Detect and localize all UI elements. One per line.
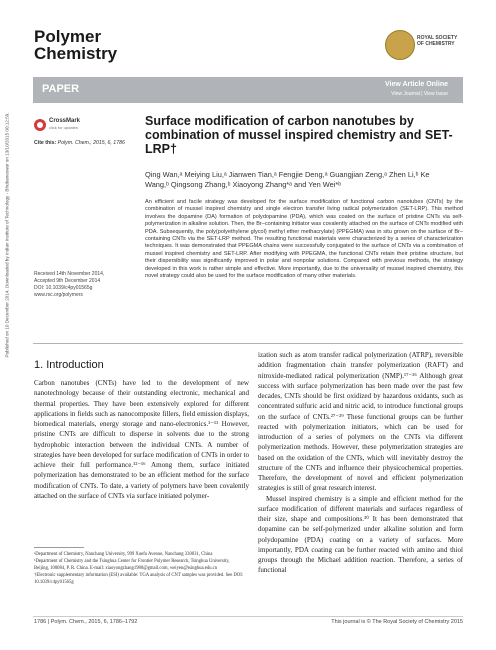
download-side-note: Published on 10 December 2014. Downloaded by Indian Institute of Technology - Bhubaneswar on 13/10/2015 00:12:59.	[4, 112, 10, 358]
author-list: Qing Wan,ᵃ Meiying Liu,ᵃ Jianwen Tian,ᵃ Fengjie Deng,ᵃ Guangjian Zeng,ᵃ Zhen Li,ᵇ Ke Wang,ᵇ Qingsong Zhang,ᵇ Xiaoyong Zhang*ᵃ and Yen Wei*ᵇ	[145, 170, 430, 189]
doi-label[interactable]: DOI: 10.1039/c4py01565g	[34, 285, 93, 291]
section-heading: 1. Introduction	[34, 359, 104, 371]
received-date: Received 14th November 2014,	[34, 271, 105, 277]
received-info	[34, 271, 134, 299]
journal-url-link[interactable]: www.rsc.org/polymers	[34, 292, 83, 298]
article-type-banner	[33, 77, 463, 103]
rsc-logo[interactable]	[385, 30, 458, 60]
body-column-left	[34, 378, 249, 501]
rsc-seal-icon	[385, 30, 415, 60]
footer-left: 1786 | Polym. Chem., 2015, 6, 1786–1792	[34, 619, 138, 625]
footnote-rule	[34, 547, 84, 548]
journal-name-line2: Chemistry	[34, 44, 118, 63]
intro-paragraph-2: ization such as atom transfer radical polymerization (ATRP), reversible addition fragmentation chain transfer polymerization (RAFT) and nitroxide-mediated radical polymerization (NMP).¹⁷⁻²⁶ Although great success with surface polymerization has been made over the past few decades, CNTs should be first oxidized by hazardous oxidants, such as concentrated sulfuric acid and nitric acid, to introduce functional groups on the surface of CNTs.²⁷⁻²⁹ These functional groups can be further reacted with polymerization initiators, which can be used for introduction of a series of polymers on the CNTs via different polymerization methods. However, these polymerization strategies are based on the oxidation of the CNTs, which will inevitably destroy the structure of the CNTs and influence their physicochemical properties. Therefore, the development of novel and efficient polymerization strategies is still of great research interest.	[258, 351, 463, 493]
view-article-online-link[interactable]: View Article Online	[384, 81, 448, 88]
crossmark-badge[interactable]	[34, 118, 94, 132]
body-column-right	[258, 350, 463, 576]
cite-text: Polym. Chem., 2015, 6, 1786	[57, 140, 125, 146]
article-type-label: PAPER	[42, 83, 80, 95]
intro-paragraph-3: Mussel inspired chemistry is a simple and efficient method for the surface modification of different materials and surfaces regardless of their size, shape and compositions.³⁰ It has been demonstrated that dopamine can be self-polymerized under alkaline solution and form polydopamine (PDA) coating on a variety of surfaces. More importantly, PDA coating can be further reacted with amino and thiol groups through the Michael addition reaction. Therefore, a series of functional	[258, 494, 463, 575]
crossmark-label: CrossMark	[49, 118, 81, 124]
rsc-logo-text: ROYAL SOCIETY OF CHEMISTRY	[417, 35, 458, 47]
journal-name-line1: Polymer	[34, 27, 102, 46]
citation-info	[34, 140, 134, 147]
article-title: Surface modification of carbon nanotubes by combination of mussel inspired chemistry and SET-LRP†	[145, 114, 453, 156]
footnote-esi: †Electronic supplementary information (ESI) available: TGA analysis of CNT samples was provided. See DOI: 10.1039/c4py01565g	[34, 573, 244, 585]
crossmark-icon	[34, 119, 46, 131]
cite-label: Cite this:	[34, 140, 57, 146]
footer-right: This journal is © The Royal Society of Chemistry 2015	[331, 619, 463, 625]
abstract: An efficient and facile strategy was developed for the surface modification of functional carbon nanotubes (CNTs) by the combination of mussel inspired chemistry and single electron transfer living radical polymerization (SET-LRP). This method involves the dopamine (DA) formation of polydopamine (PDA), which was coated on the surface of pristine CNTs via self-polymerization in alkaline solution. Then, the Br–containing initiator was covalently attached on the surface of CNTs modified with PDA. Subsequently, the poly(polyethylene glycol) methyl ether methacrylate) (PPEGMA) was in situ grown on the surface of Br–containing CNTs via the SET-LRP method. The resulting functional materials were characterized by a series of characterization techniques. It was demonstrated that PPEGMA chains were successfully conjugated to the surface of CNTs via a combination of mussel inspired chemistry and SET-LRP. After modifying with PPEGMA, the functional CNTs retain their pristine structure, but their dispersibility was significantly improved in polar and nonpolar solutions. Compared with previous methods, the strategy developed in this work is rather simple and effective. More importantly, due to the universality of mussel inspired chemistry, this novel strategy could also be used for the surface modification of many other materials.	[145, 199, 463, 280]
section-divider	[33, 343, 463, 344]
intro-paragraph-1: Carbon nanotubes (CNTs) have led to the development of new nanotechnology because of their outstanding electronic, mechanical and thermal properties. They have been extensively explored for different applications in fields such as nanocomposite fillers, field emission displays, biomedical materials, energy storage and nano-electronics.¹⁻¹¹ However, pristine CNTs are difficult to disperse in solvents due to the strong hydrophobic interaction between the individual CNTs. A number of strategies have been developed for surface modification of CNTs in order to achieve their full performance.¹²⁻¹⁶ Among them, surface initiated polymerization has demonstrated to be an efficient method for the surface modification of CNTs. To date, a variety of polymers have been covalently attached on the surface of CNTs via surface initiated polymer-	[34, 379, 249, 500]
footnotes	[34, 551, 244, 586]
footnote-affiliation-a: ᵃDepartment of Chemistry, Nanchang University, 999 Xuefu Avenue, Nanchang 330031, China	[34, 552, 213, 557]
accepted-date: Accepted 9th December 2014	[34, 278, 101, 284]
journal-name[interactable]	[34, 28, 117, 62]
view-journal-issue-link[interactable]: View Journal | View Issue	[391, 91, 448, 97]
footer-rule	[33, 616, 463, 617]
crossmark-sublabel: click for updates	[49, 125, 78, 130]
footnote-affiliation-b: ᵇDepartment of Chemistry and the Tsinghua Center for Frontier Polymer Research, Tsinghua University, Beijing, 100084, P. R. China. E-mail: xiaoyongzhang1980@gmail.com, weiyen@tsinghua.edu.cn	[34, 559, 230, 571]
